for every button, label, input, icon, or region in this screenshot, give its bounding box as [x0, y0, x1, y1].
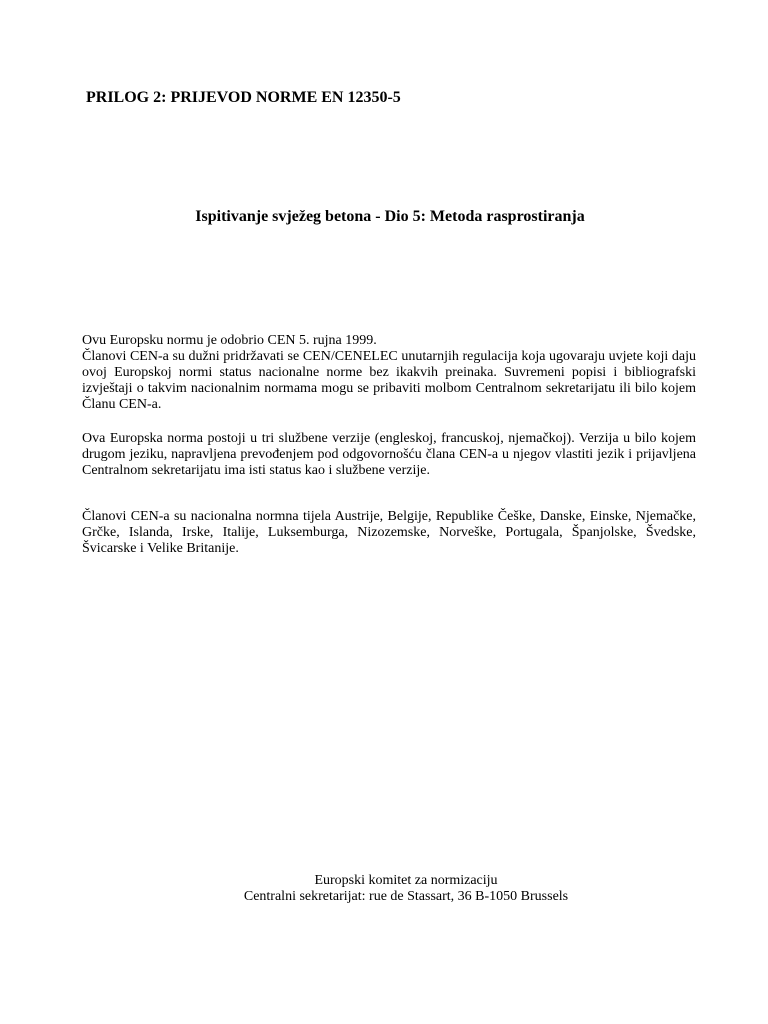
- annex-heading: PRILOG 2: PRIJEVOD NORME EN 12350-5: [86, 89, 401, 106]
- document-title: Ispitivanje svježeg betona - Dio 5: Metoda rasprostiranja: [195, 208, 585, 225]
- footer-organization: Europski komitet za normizaciju: [314, 873, 498, 888]
- footer-address: Centralni sekretarijat: rue de Stassart, 36 B-1050 Brussels: [243, 889, 569, 904]
- member-obligations-text: Članovi CEN-a su dužni pridržavati se CEN/CENELEC unutarnjih regulacija koja ugovaraju uvjete koji daju ovoj Europskoj normi status nacionalne norme bez ikakvih preinaka. Suvremeni popisi i bibliografski izvještaji o takvim nacionalnim normama mogu se pribaviti molbom Centralnom sekretarijatu ili bilo kojem Članu CEN-a.: [82, 349, 696, 412]
- members-paragraph: [82, 509, 696, 557]
- official-versions-paragraph: [82, 431, 696, 479]
- approval-date-line: Ovu Europsku normu je odobrio CEN 5. rujna 1999.: [82, 333, 377, 348]
- approval-paragraph: [82, 333, 696, 413]
- official-versions-text: Ova Europska norma postoji u tri službene verzije (engleskoj, francuskoj, njemačkoj). Verzija u bilo kojem drugom jeziku, napravljena prevođenjem pod odgovornošću člana CEN-a u njegov vlastiti jezik i prijavljena Centralnom sekretarijatu ima isti status kao i službene verzije.: [82, 431, 696, 478]
- members-list-text: Članovi CEN-a su nacionalna normna tijela Austrije, Belgije, Republike Češke, Danske, Einske, Njemačke, Grčke, Islanda, Irske, Italije, Luksemburga, Nizozemske, Norveške, Portugala, Španjolske, Švedske, Švicarske i Velike Britanije.: [82, 509, 696, 556]
